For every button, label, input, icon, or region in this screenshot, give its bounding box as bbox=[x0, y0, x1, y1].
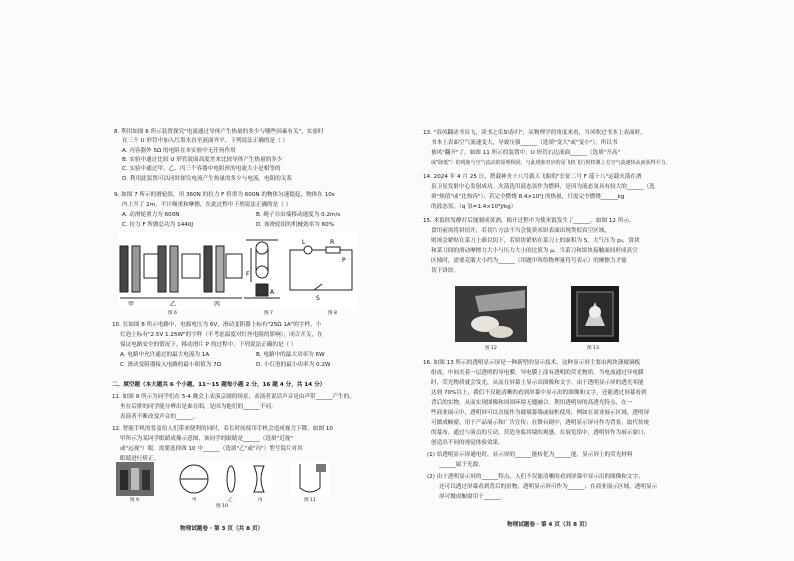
q16-line: 达到 70%以上，我们不仅能清晰的看到屏幕中显示出的图像和文字，还能透过屏幕看到 bbox=[431, 390, 647, 396]
section-heading: 二、填空题（本大题共 6 个小题，11～15 题每小题 2 分，16 题 4 分，共 14 分） bbox=[112, 382, 326, 388]
q9-option: D. 该滑轮组的机械效率为 60% bbox=[256, 222, 335, 228]
q9-line: 内上升了 2m，不计绳重和摩擦，在此过程中下列说法正确的是（ ） bbox=[122, 202, 292, 208]
q8-line: 在三个 U 形管中加入红墨水直至液面齐平，下列说法正确的是（ ） bbox=[122, 138, 289, 144]
fig11-diagram bbox=[290, 462, 330, 496]
fig7-force-label: F bbox=[246, 271, 250, 278]
q10-option: A. 电路中允许通过的最大电流为 1A bbox=[120, 352, 210, 358]
q8-line: 8. 利用如图 6 所示装置探究"电流通过导体产生热量的多少与哪些因素有关"，实验时 bbox=[114, 129, 324, 135]
q8-option: A. 丙容器外 5Ω 的电阻在本实验中无任何作用 bbox=[122, 148, 236, 154]
q15-line: 15. 米饭经发酵打后能制成黄酒，揭开过程中为使米饭发生了______。如图 12 所示， bbox=[423, 218, 635, 224]
q14-line: 泉卫星发射中心发射成功。火箭选用液态氢作为燃料，是因为液态氢具有较大的______（选 bbox=[431, 184, 655, 190]
q8-option: C. 实验中通过甲、乙、丙三个容器中电阻丝的电流大小是相等的 bbox=[122, 166, 281, 172]
fig11-caption: 图 11 bbox=[304, 498, 316, 503]
q16-sub1: ______属于光源。 bbox=[439, 462, 484, 468]
fig9-photo bbox=[116, 462, 154, 496]
q13-line: 被风"翻开"了。如图 11 所示的装置中，U 形管右边液面______（选填"升高" bbox=[431, 150, 621, 156]
q10-option: D. 小灯泡的最小功率为 0.2W bbox=[256, 362, 331, 368]
fig8-label: S bbox=[316, 295, 320, 302]
q16-sub2: 屏可做成橱窗用于______。 bbox=[439, 494, 507, 500]
figures-6-7-8 bbox=[118, 232, 358, 310]
q15-line: 和菜刀间的滑动摩擦力大小与压力大小的比值为 μ，当菜刀和饼块接触面间形成真空 bbox=[431, 248, 638, 254]
q10-option: B. 电路中的最大功率为 6W bbox=[256, 352, 325, 358]
q16-sub2: (2) 由于透明显示屏的______特点，人们不仅能清晰的看到屏幕中显示出的图像和文字， bbox=[427, 474, 644, 480]
q10-line: 保证电路安全的情况下，移动滑片 P 的过程中，下列说法正确的是（ ） bbox=[120, 342, 297, 348]
q15-line: 区域时，需要克服大小约为______（用题中所给物理量符号表示）的摩擦力才能 bbox=[431, 258, 627, 264]
q16-line: 16. 如图 13 所示的透明显示屏是一种新型的显示技术，这种显示屏主要由两块薄玻璃板 bbox=[423, 360, 641, 366]
q9-option: C. 拉力 F 所做总功为 1440J bbox=[122, 222, 194, 228]
fig6-caption: 图 6 bbox=[168, 311, 177, 316]
fig10-label: 甲 bbox=[192, 498, 197, 503]
fig10-diagram bbox=[176, 462, 272, 496]
q13-line: 或"降低"）的现象与空气流动的原理相同，与此现象对应的是飞机飞行时机翼上方空气流速快从而获得升力。 bbox=[431, 160, 671, 166]
page-footer: 物理试题卷 · 第 4 页（共 8 页） bbox=[507, 522, 591, 528]
circuit-diagram bbox=[290, 246, 352, 290]
fig10-caption: 图 10 bbox=[216, 504, 228, 509]
q11-line: 表演者不断改变声音的______。 bbox=[120, 414, 199, 420]
q15-line: 食用前需将饼切开，若切片方法不当会使黄米饼表面出现类似真空区域， bbox=[431, 228, 611, 234]
q14-line: 14. 2024 年 4 月 25 日，搭载神舟十八号载人飞船的"长征二号 F 遥十八"运载火箭在酒 bbox=[423, 174, 642, 180]
fig8-label: R bbox=[330, 239, 335, 246]
q15-line: 则该会紧贴在菜刀上难以切下，若饼块紧贴在菜刀上的面积为 S，大气压为 p₀，饼块 bbox=[431, 238, 640, 244]
fig10-label: 乙 bbox=[228, 498, 233, 503]
q9-option: B. 绳子自由端移动速度为 0.2m/s bbox=[256, 212, 341, 218]
q16-sub1: (1) 给透明显示屏通电时，显示屏的______能转化为______能，显示屏上的荧光材料 bbox=[427, 452, 633, 458]
fig6-label: 甲 bbox=[128, 301, 135, 308]
fig8-label: L bbox=[302, 239, 306, 246]
q12-line: 眼睛进行矫正。 bbox=[120, 456, 160, 462]
q10-line: 10. 在如图 8 所示电路中，电源电压为 6V，滑动变阻器上标有"25Ω 1A"的字样，小 bbox=[112, 322, 322, 328]
fig6-label: 丙 bbox=[214, 301, 221, 308]
q13-line: 13. "春风翻动书页飞，读书之乐如春归"，从物理学的角度来看，当风吹过书本上表面时， bbox=[423, 130, 646, 136]
q13-line: 书本上表面空气流速变大，导致压强______（选填"变大"或"变小"），所以书 bbox=[431, 140, 618, 146]
fig6-label: 乙 bbox=[170, 301, 177, 308]
q9-line: 9. 如图 7 所示的滑轮组，用 360N 的拉力 F 将重为 600N 的物体匀速提起，物体在 10s bbox=[114, 192, 335, 198]
q14-line: 的液态氢。（q 氢=1.4×10⁸J/kg） bbox=[431, 204, 517, 210]
q16-line: 可做成橱窗，用于产品展示和广告宣传；在舞台剧中，透明显示屏可作为背景，取代传统 bbox=[431, 420, 650, 426]
page-footer: 物理试题卷 · 第 3 页（共 8 页） bbox=[180, 526, 264, 532]
q10-line: 灯泡上标有"2.5V 1.25W"的字样（不考虑温度对灯丝电阻的影响），闭合开关，在 bbox=[120, 332, 323, 338]
q16-line: 些商业展示中，透明屏可以直接作为玻璃幕墙或展柜使用，例如在商业展示区域，透明屏 bbox=[431, 410, 650, 416]
fig10-label: 丙 bbox=[258, 498, 263, 503]
fig12-photo bbox=[455, 286, 527, 342]
q16-line: 组成，中间夹着一层透明的导电膜，导电膜上涂有透明的荧光物质。当电流通过导电膜 bbox=[431, 370, 644, 376]
q11-line: 坐在后排的同学能分辨出是谁在唱，是因为他们的______不同。 bbox=[120, 404, 277, 410]
q16-line: 的幕布，通过与演员的互动，营造身临其境的观感，在展览馆中，透明屏作为展示窗口， bbox=[431, 430, 650, 436]
q16-sub2: 还可以透过屏幕看到背后的景物，透明显示屏可作为______；在商业展示区域，透明显示 bbox=[439, 484, 658, 490]
q12-line: 12. 智能手机的普及给人们带来便利的同时，若长时间使用手机会造成视力下降。如图 10 bbox=[112, 426, 333, 432]
q15-line: 切下饼块。 bbox=[431, 268, 459, 274]
q9-option: A. 动滑轮重力为 600N bbox=[122, 212, 180, 218]
fig12-caption: 图 12 bbox=[485, 346, 497, 351]
pulley-diagram bbox=[244, 240, 280, 298]
fig8-caption: 图 8 bbox=[328, 311, 337, 316]
q12-line: 或"远视"）眼，需要选择图 10 中______（选填"乙"或"丙"）型号镜片对其 bbox=[120, 446, 303, 452]
q12-line: 甲所示为某同学眼睛成像示意图，该同学的眼睛是______（选填"近视" bbox=[120, 436, 293, 442]
fig13-caption: 图 13 bbox=[587, 346, 599, 351]
q14-line: 填"热值"或"比热容"）；若完全燃烧 8.4×10³J 的热量，只需完全燃烧______kg bbox=[431, 194, 625, 200]
fig13-photo bbox=[571, 286, 619, 342]
fig9-caption: 图 9 bbox=[130, 498, 139, 503]
q10-option: C. 滑动变阻器接入电路的最小阻值为 7Ω bbox=[120, 362, 221, 368]
q8-option: B. 实验中通过比较 U 形管液面高度差来比较导体产生热量的多少 bbox=[122, 157, 283, 163]
fig7-block-label: A bbox=[270, 289, 275, 296]
right-page bbox=[397, 0, 794, 561]
fig8-label: P bbox=[342, 257, 346, 264]
q8-option: D. 利用此装置可以同时探究电流产生热量的多少与电流、电阻的关系 bbox=[122, 176, 293, 182]
q11-line: 11. 如图 9 所示为同学们在 5·4 晚会上表演京剧的场景，表演者说话声音是由声带______产生的， bbox=[112, 394, 355, 400]
q16-line: 背后的实物，从而实现图像和周围环境无缝融合。利用透明屏的高透光特点，在一 bbox=[431, 400, 633, 406]
u-tube-diagram bbox=[120, 246, 242, 298]
q16-line: 创造出不同的视觉体验效果。 bbox=[431, 440, 504, 446]
q16-line: 时，荧光物质就会发光，从而在屏幕上显示出图像和文字。由于透明显示屏的透光率能 bbox=[431, 380, 644, 386]
fig7-caption: 图 7 bbox=[264, 311, 273, 316]
